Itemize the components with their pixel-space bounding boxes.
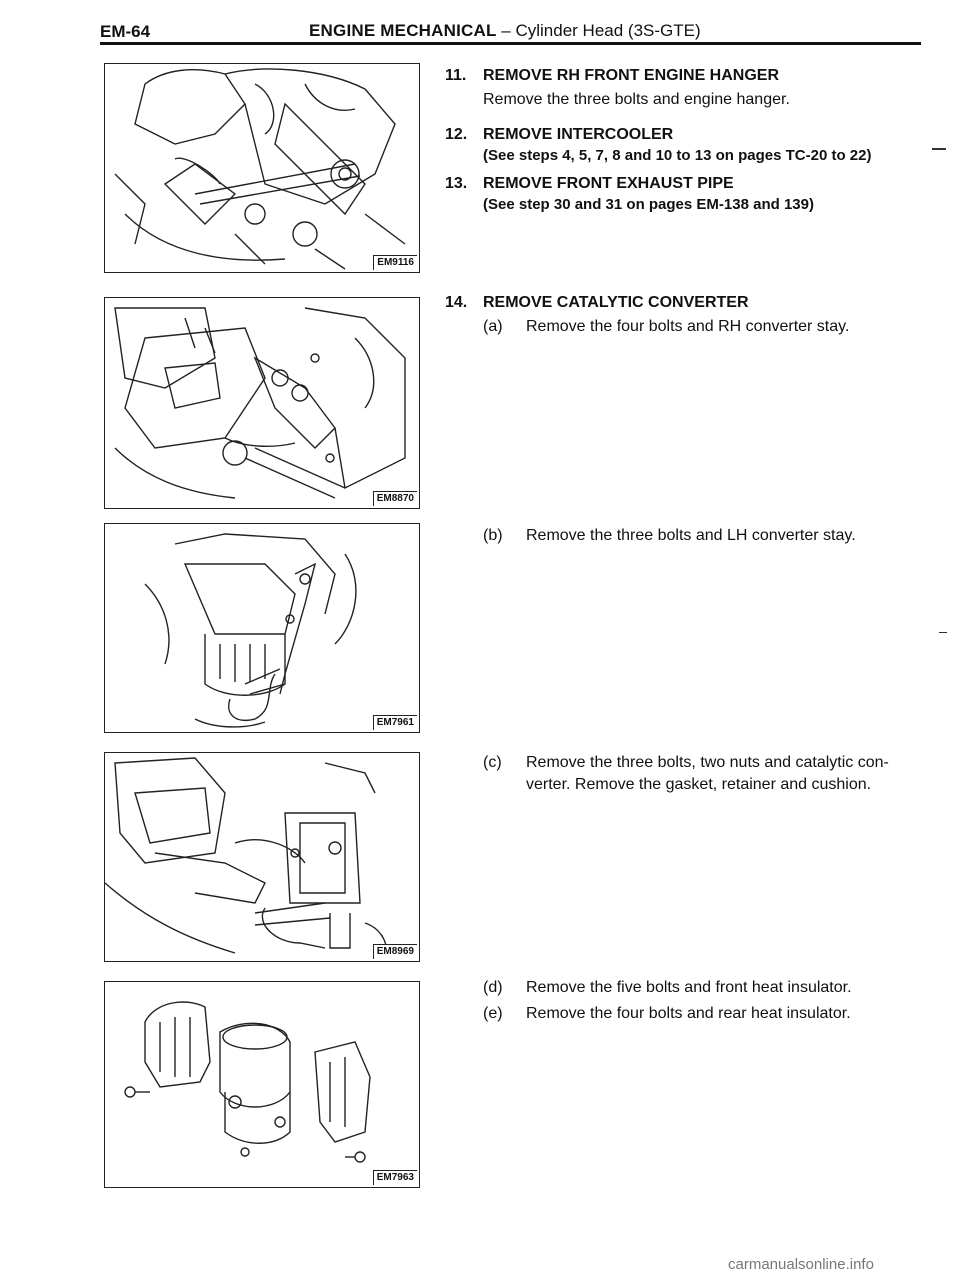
step-number: 13. — [445, 175, 468, 192]
figure-rh-converter-stay — [104, 297, 420, 509]
header-rule — [100, 42, 921, 45]
substep-text-continued: verter. Remove the gasket, retainer and cushion. — [526, 776, 872, 793]
substep-label: (e) — [483, 1005, 503, 1022]
substep-text: Remove the three bolts and LH converter stay. — [526, 527, 856, 544]
watermark: carmanualsonline.info — [728, 1256, 874, 1273]
figure-code: EM9116 — [373, 255, 417, 270]
heat-insulators-illustration — [105, 982, 418, 1186]
page-number: EM-64 — [100, 22, 151, 41]
substep-text: Remove the five bolts and front heat insulator. — [526, 979, 852, 996]
margin-mark — [932, 148, 946, 150]
page-header — [0, 0, 960, 60]
section-title-subtitle: – Cylinder Head (3S-GTE) — [496, 21, 701, 40]
engine-hanger-illustration — [105, 64, 418, 271]
figure-lh-converter-stay — [104, 523, 420, 733]
figure-code: EM7961 — [373, 715, 417, 730]
substep-label: (a) — [483, 318, 503, 335]
figure-code: EM7963 — [373, 1170, 417, 1185]
substep-text: Remove the four bolts and RH converter stay. — [526, 318, 850, 335]
substep-text: Remove the four bolts and rear heat insulator. — [526, 1005, 851, 1022]
substep-text: Remove the three bolts, two nuts and catalytic con- — [526, 754, 889, 771]
step-reference: (See steps 4, 5, 7, 8 and 10 to 13 on pages TC-20 to 22) — [483, 147, 872, 164]
rh-converter-stay-illustration — [105, 298, 418, 507]
substep-label: (d) — [483, 979, 503, 996]
figure-engine-hanger — [104, 63, 420, 273]
section-title-bold: ENGINE MECHANICAL — [309, 21, 497, 40]
step-instruction: Remove the three bolts and engine hanger. — [483, 91, 790, 108]
section-title — [309, 21, 701, 41]
step-heading: REMOVE FRONT EXHAUST PIPE — [483, 175, 734, 192]
step-reference: (See step 30 and 31 on pages EM-138 and 139) — [483, 196, 814, 213]
lh-converter-stay-illustration — [105, 524, 418, 731]
figure-code: EM8870 — [373, 491, 417, 506]
substep-label: (c) — [483, 754, 502, 771]
step-number: 14. — [445, 294, 468, 311]
margin-mark — [939, 632, 947, 633]
catalytic-converter-removal-illustration — [105, 753, 418, 960]
step-heading: REMOVE RH FRONT ENGINE HANGER — [483, 67, 780, 84]
step-heading: REMOVE INTERCOOLER — [483, 126, 674, 143]
step-number: 12. — [445, 126, 468, 143]
figure-catalytic-converter-removal — [104, 752, 420, 962]
figure-code: EM8969 — [373, 944, 417, 959]
figure-heat-insulators — [104, 981, 420, 1188]
substep-label: (b) — [483, 527, 503, 544]
step-number: 11. — [445, 67, 467, 84]
step-heading: REMOVE CATALYTIC CONVERTER — [483, 294, 749, 311]
